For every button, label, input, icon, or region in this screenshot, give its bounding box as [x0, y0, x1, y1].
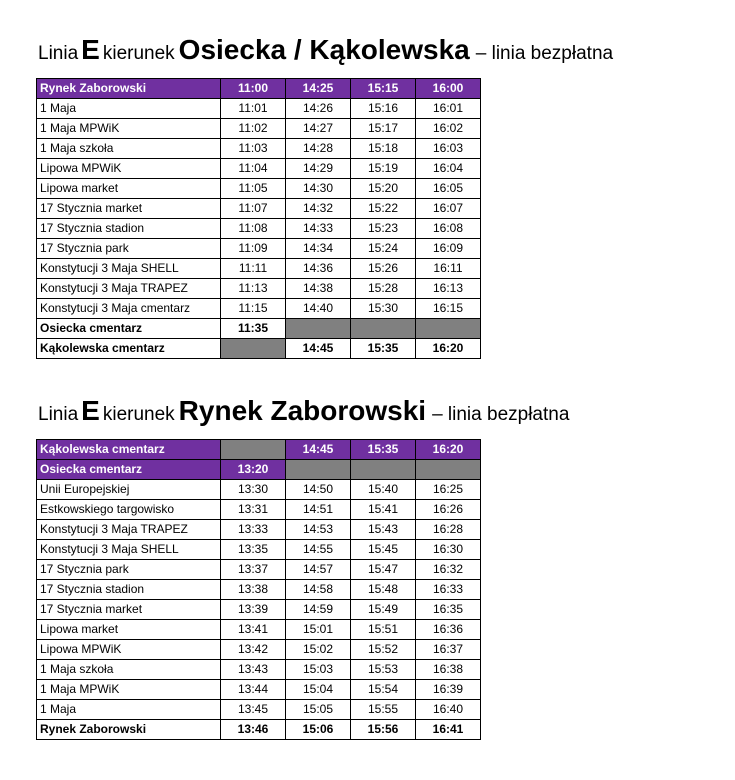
heading-direction-word: kierunek [102, 43, 175, 64]
departure-time: 16:40 [416, 700, 481, 720]
line-letter: E [81, 395, 100, 426]
departure-time: 15:18 [351, 139, 416, 159]
stop-name: Konstytucji 3 Maja TRAPEZ [37, 520, 221, 540]
table-row [37, 179, 481, 199]
departure-time: 14:45 [286, 440, 351, 460]
departure-time: 14:38 [286, 279, 351, 299]
departure-time: 16:33 [416, 580, 481, 600]
departure-time: 15:06 [286, 720, 351, 740]
table-row [37, 500, 481, 520]
departure-time: 16:37 [416, 640, 481, 660]
table-row [37, 620, 481, 640]
stop-name: 1 Maja [37, 99, 221, 119]
departure-time: 15:04 [286, 680, 351, 700]
stop-name: 17 Stycznia stadion [37, 219, 221, 239]
departure-time: 15:30 [351, 299, 416, 319]
departure-time: 14:30 [286, 179, 351, 199]
departure-time: 11:05 [221, 179, 286, 199]
table-row [37, 259, 481, 279]
departure-time: 15:01 [286, 620, 351, 640]
table-row [37, 680, 481, 700]
departure-time: 14:28 [286, 139, 351, 159]
table-header-row [37, 440, 481, 460]
departure-time: 15:28 [351, 279, 416, 299]
stop-name: Konstytucji 3 Maja TRAPEZ [37, 279, 221, 299]
departure-time: 15:43 [351, 520, 416, 540]
departure-time: 16:26 [416, 500, 481, 520]
departure-time: 15:02 [286, 640, 351, 660]
stop-name: Konstytucji 3 Maja SHELL [37, 540, 221, 560]
table-row [37, 700, 481, 720]
table-row [37, 660, 481, 680]
departure-time: 13:43 [221, 660, 286, 680]
table-row [37, 520, 481, 540]
departure-time: 15:56 [351, 720, 416, 740]
table-row-terminus-osiecka [37, 319, 481, 339]
timetable-osiecka-kakolewska [36, 78, 481, 359]
departure-time: 14:34 [286, 239, 351, 259]
departure-time: 11:04 [221, 159, 286, 179]
stop-name: 17 Stycznia market [37, 600, 221, 620]
stop-name: Kąkolewska cmentarz [37, 440, 221, 460]
line-letter: E [81, 34, 100, 65]
departure-time: 14:50 [286, 480, 351, 500]
departure-time: 16:25 [416, 480, 481, 500]
departure-time: 14:59 [286, 600, 351, 620]
stop-name: Lipowa MPWiK [37, 640, 221, 660]
table-row [37, 199, 481, 219]
departure-time: 14:55 [286, 540, 351, 560]
departure-time: 16:20 [416, 339, 481, 359]
departure-time: 15:55 [351, 700, 416, 720]
departure-time: 11:02 [221, 119, 286, 139]
stop-name: 1 Maja [37, 700, 221, 720]
stop-name: Osiecka cmentarz [37, 319, 221, 339]
departure-time: 13:31 [221, 500, 286, 520]
departure-time: 14:27 [286, 119, 351, 139]
departure-time: 15:54 [351, 680, 416, 700]
stop-name: Rynek Zaborowski [37, 79, 221, 99]
departure-time: 14:45 [286, 339, 351, 359]
departure-time: 11:03 [221, 139, 286, 159]
departure-time: 15:45 [351, 540, 416, 560]
table-row [37, 540, 481, 560]
departure-time: 15:05 [286, 700, 351, 720]
stop-name: Konstytucji 3 Maja cmentarz [37, 299, 221, 319]
departure-time: 11:13 [221, 279, 286, 299]
table-row [37, 159, 481, 179]
table-row [37, 600, 481, 620]
stop-name: Konstytucji 3 Maja SHELL [37, 259, 221, 279]
departure-time: 15:35 [351, 440, 416, 460]
departure-time: 11:09 [221, 239, 286, 259]
departure-time: 16:15 [416, 299, 481, 319]
heading-free-line-note: – linia bezpłatna [475, 43, 614, 64]
departure-time: 13:42 [221, 640, 286, 660]
table-row-terminus-kakolewska [37, 339, 481, 359]
departure-time: 15:40 [351, 480, 416, 500]
departure-time: 16:36 [416, 620, 481, 640]
table-row-terminus-rynek [37, 720, 481, 740]
table-header-row [37, 460, 481, 480]
departure-time: 14:26 [286, 99, 351, 119]
table-row [37, 640, 481, 660]
departure-time: 16:03 [416, 139, 481, 159]
departure-time: 16:00 [416, 79, 481, 99]
stop-name: Lipowa market [37, 179, 221, 199]
departure-time: 11:08 [221, 219, 286, 239]
table-row [37, 239, 481, 259]
stop-name: 1 Maja szkoła [37, 139, 221, 159]
departure-time: 14:57 [286, 560, 351, 580]
stop-name: Kąkolewska cmentarz [37, 339, 221, 359]
stop-name: 1 Maja szkoła [37, 660, 221, 680]
timetable-heading-rynek-zaborowski [38, 397, 569, 425]
empty-time-cell [416, 460, 481, 480]
departure-time: 13:45 [221, 700, 286, 720]
departure-time: 13:30 [221, 480, 286, 500]
departure-time: 16:39 [416, 680, 481, 700]
departure-time: 16:32 [416, 560, 481, 580]
empty-time-cell [286, 319, 351, 339]
timetable-rynek-zaborowski [36, 439, 481, 740]
empty-time-cell [351, 319, 416, 339]
departure-time: 11:00 [221, 79, 286, 99]
heading-free-line-note: – linia bezpłatna [432, 404, 570, 425]
departure-time: 13:44 [221, 680, 286, 700]
table-row [37, 119, 481, 139]
departure-time: 16:02 [416, 119, 481, 139]
departure-time: 13:38 [221, 580, 286, 600]
departure-time: 15:03 [286, 660, 351, 680]
table-row [37, 560, 481, 580]
departure-time: 11:15 [221, 299, 286, 319]
heading-prefix: Linia [38, 404, 79, 425]
departure-time: 14:40 [286, 299, 351, 319]
departure-time: 11:07 [221, 199, 286, 219]
stop-name: 17 Stycznia stadion [37, 580, 221, 600]
departure-time: 11:35 [221, 319, 286, 339]
departure-time: 13:33 [221, 520, 286, 540]
departure-time: 16:41 [416, 720, 481, 740]
departure-time: 16:11 [416, 259, 481, 279]
table-row [37, 580, 481, 600]
departure-time: 15:16 [351, 99, 416, 119]
heading-destination: Osiecka / Kąkolewska [178, 34, 470, 65]
departure-time: 15:19 [351, 159, 416, 179]
table-row [37, 139, 481, 159]
departure-time: 15:51 [351, 620, 416, 640]
departure-time: 16:13 [416, 279, 481, 299]
departure-time: 16:38 [416, 660, 481, 680]
departure-time: 16:04 [416, 159, 481, 179]
stop-name: Lipowa MPWiK [37, 159, 221, 179]
departure-time: 16:07 [416, 199, 481, 219]
empty-time-cell [221, 339, 286, 359]
departure-time: 14:51 [286, 500, 351, 520]
table-row [37, 219, 481, 239]
departure-time: 16:30 [416, 540, 481, 560]
departure-time: 15:15 [351, 79, 416, 99]
stop-name: 1 Maja MPWiK [37, 680, 221, 700]
departure-time: 15:35 [351, 339, 416, 359]
departure-time: 16:28 [416, 520, 481, 540]
departure-time: 13:20 [221, 460, 286, 480]
stop-name: Estkowskiego targowisko [37, 500, 221, 520]
stop-name: 17 Stycznia park [37, 560, 221, 580]
departure-time: 13:46 [221, 720, 286, 740]
empty-time-cell [351, 460, 416, 480]
departure-time: 15:52 [351, 640, 416, 660]
departure-time: 14:53 [286, 520, 351, 540]
table-row [37, 299, 481, 319]
departure-time: 14:36 [286, 259, 351, 279]
stop-name: 17 Stycznia market [37, 199, 221, 219]
departure-time: 15:47 [351, 560, 416, 580]
departure-time: 15:22 [351, 199, 416, 219]
departure-time: 13:39 [221, 600, 286, 620]
stop-name: Lipowa market [37, 620, 221, 640]
empty-time-cell [286, 460, 351, 480]
departure-time: 13:37 [221, 560, 286, 580]
departure-time: 14:33 [286, 219, 351, 239]
stop-name: Osiecka cmentarz [37, 460, 221, 480]
departure-time: 13:41 [221, 620, 286, 640]
departure-time: 13:35 [221, 540, 286, 560]
departure-time: 16:08 [416, 219, 481, 239]
table-header-row [37, 79, 481, 99]
departure-time: 15:49 [351, 600, 416, 620]
stop-name: Rynek Zaborowski [37, 720, 221, 740]
departure-time: 15:26 [351, 259, 416, 279]
departure-time: 15:17 [351, 119, 416, 139]
table-row [37, 99, 481, 119]
departure-time: 16:05 [416, 179, 481, 199]
heading-direction-word: kierunek [102, 404, 175, 425]
stop-name: Unii Europejskiej [37, 480, 221, 500]
departure-time: 16:20 [416, 440, 481, 460]
stop-name: 1 Maja MPWiK [37, 119, 221, 139]
empty-time-cell [221, 440, 286, 460]
departure-time: 15:20 [351, 179, 416, 199]
heading-destination: Rynek Zaborowski [178, 395, 427, 426]
departure-time: 14:58 [286, 580, 351, 600]
departure-time: 16:35 [416, 600, 481, 620]
departure-time: 11:01 [221, 99, 286, 119]
departure-time: 16:01 [416, 99, 481, 119]
departure-time: 14:32 [286, 199, 351, 219]
departure-time: 14:29 [286, 159, 351, 179]
stop-name: 17 Stycznia park [37, 239, 221, 259]
departure-time: 15:48 [351, 580, 416, 600]
departure-time: 11:11 [221, 259, 286, 279]
timetable-heading-osiecka-kakolewska [38, 36, 613, 64]
heading-prefix: Linia [38, 43, 79, 64]
departure-time: 15:41 [351, 500, 416, 520]
departure-time: 15:23 [351, 219, 416, 239]
departure-time: 16:09 [416, 239, 481, 259]
table-row [37, 279, 481, 299]
table-row [37, 480, 481, 500]
departure-time: 14:25 [286, 79, 351, 99]
departure-time: 15:24 [351, 239, 416, 259]
departure-time: 15:53 [351, 660, 416, 680]
empty-time-cell [416, 319, 481, 339]
